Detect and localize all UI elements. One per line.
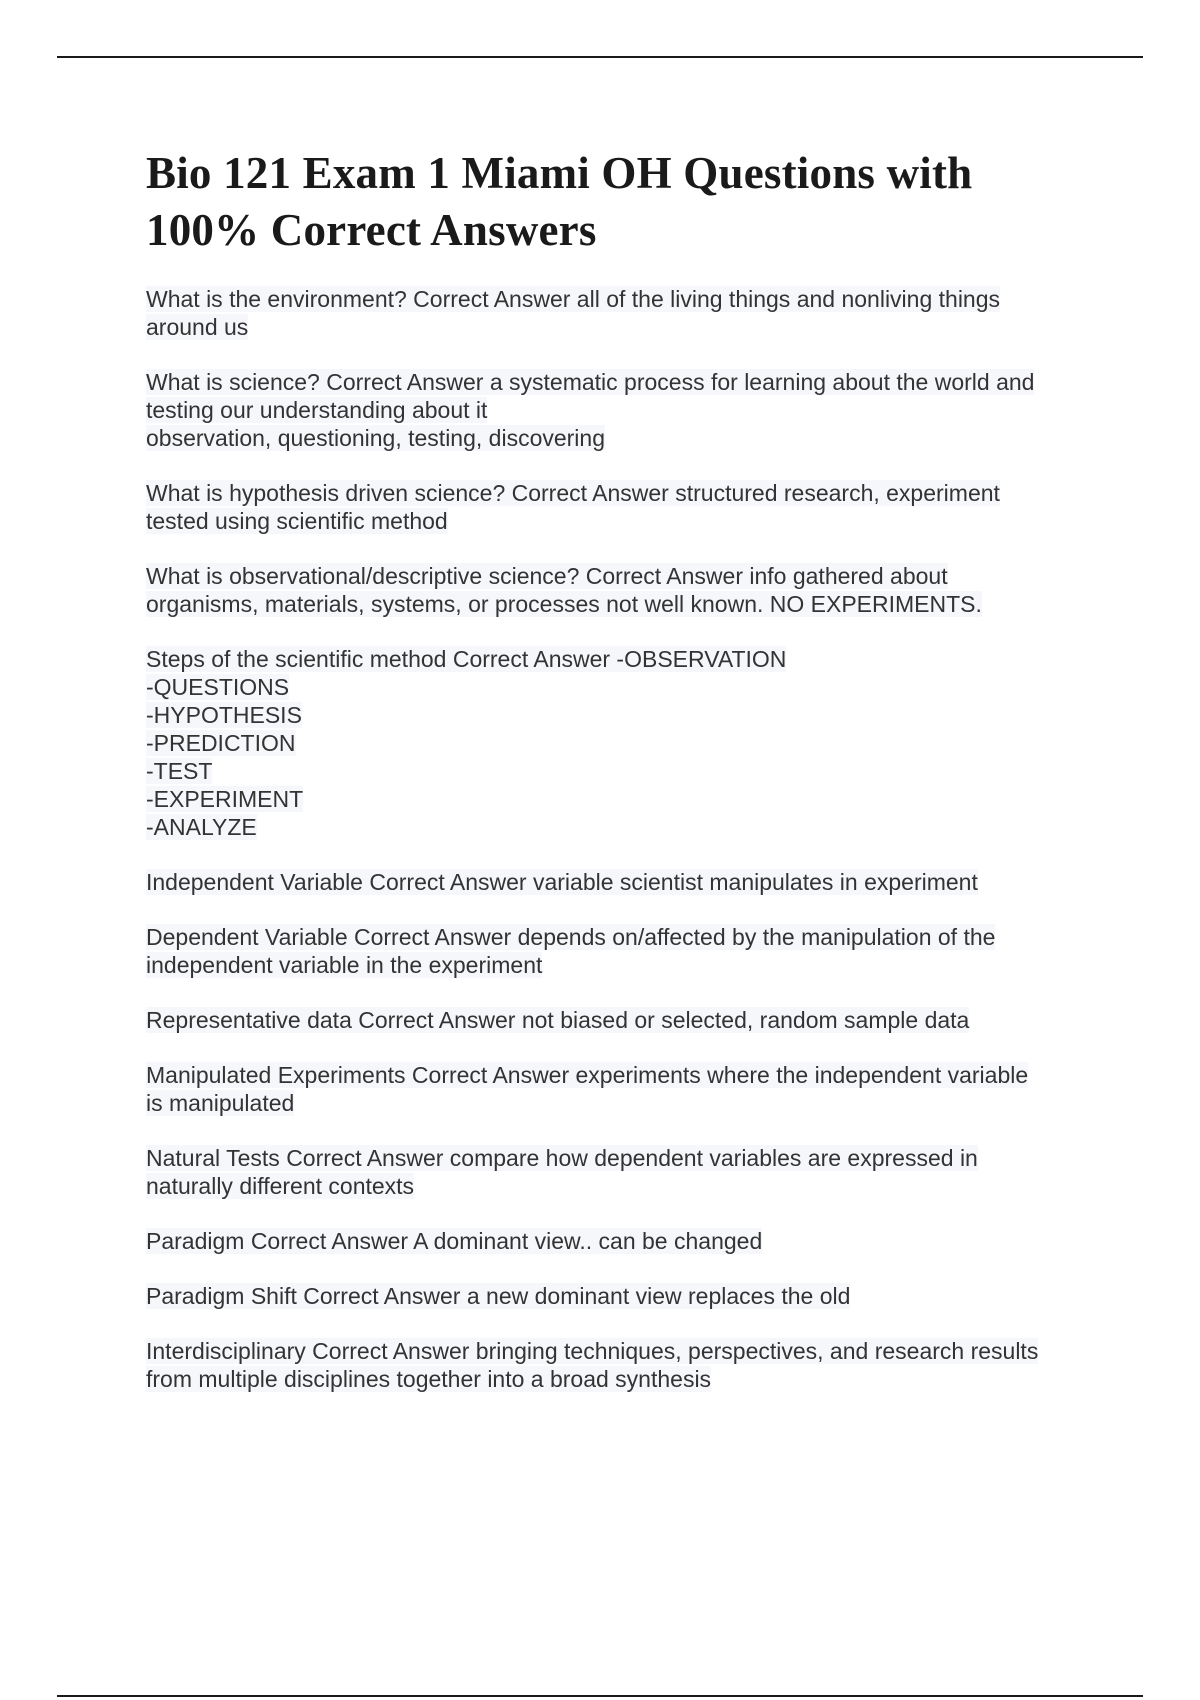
qa-item [146, 1061, 1096, 1117]
qa-item [146, 1337, 1096, 1393]
qa-text: Independent Variable Correct Answer variable scientist manipulates in experiment [146, 869, 978, 895]
qa-text: What is observational/descriptive science? Correct Answer info gathered about organisms, materials, systems, or processes not well known. NO EXPERIMENTS. [146, 563, 982, 617]
qa-text: Manipulated Experiments Correct Answer experiments where the independent variable is manipulated [146, 1062, 1029, 1116]
qa-text: Interdisciplinary Correct Answer bringing techniques, perspectives, and research results from multiple disciplines together into a broad synthesis [146, 1338, 1039, 1392]
qa-item [146, 479, 1096, 535]
qa-text: What is the environment? Correct Answer all of the living things and nonliving things around us [146, 286, 1001, 340]
qa-item [146, 1227, 1096, 1255]
qa-item [146, 562, 1096, 618]
document-body [146, 145, 1096, 1420]
qa-text: What is hypothesis driven science? Correct Answer structured research, experiment tested using scientific method [146, 480, 1000, 534]
qa-text: What is science? Correct Answer a systematic process for learning about the world and testing our understanding about it observation, questioning, testing, discovering [146, 369, 1035, 451]
qa-list [146, 285, 1096, 1393]
qa-item [146, 285, 1096, 341]
qa-text: Dependent Variable Correct Answer depends on/affected by the manipulation of the independent variable in the experiment [146, 924, 996, 978]
qa-item [146, 1282, 1096, 1310]
qa-item [146, 1144, 1096, 1200]
qa-item [146, 1006, 1096, 1034]
qa-item [146, 645, 1096, 841]
qa-text: Natural Tests Correct Answer compare how dependent variables are expressed in naturally different contexts [146, 1145, 978, 1199]
top-rule [57, 56, 1143, 58]
qa-text: Paradigm Shift Correct Answer a new dominant view replaces the old [146, 1283, 851, 1309]
qa-item [146, 368, 1096, 452]
qa-text: Representative data Correct Answer not biased or selected, random sample data [146, 1007, 970, 1033]
qa-item [146, 868, 1096, 896]
bottom-rule [57, 1695, 1143, 1697]
document-title: Bio 121 Exam 1 Miami OH Questions with 100% Correct Answers [146, 148, 973, 255]
qa-item [146, 923, 1096, 979]
qa-text: Paradigm Correct Answer A dominant view.. can be changed [146, 1228, 763, 1254]
qa-text: Steps of the scientific method Correct Answer -OBSERVATION -QUESTIONS -HYPOTHESIS -PREDICTION -TEST -EXPERIMENT -ANALYZE [146, 646, 787, 840]
